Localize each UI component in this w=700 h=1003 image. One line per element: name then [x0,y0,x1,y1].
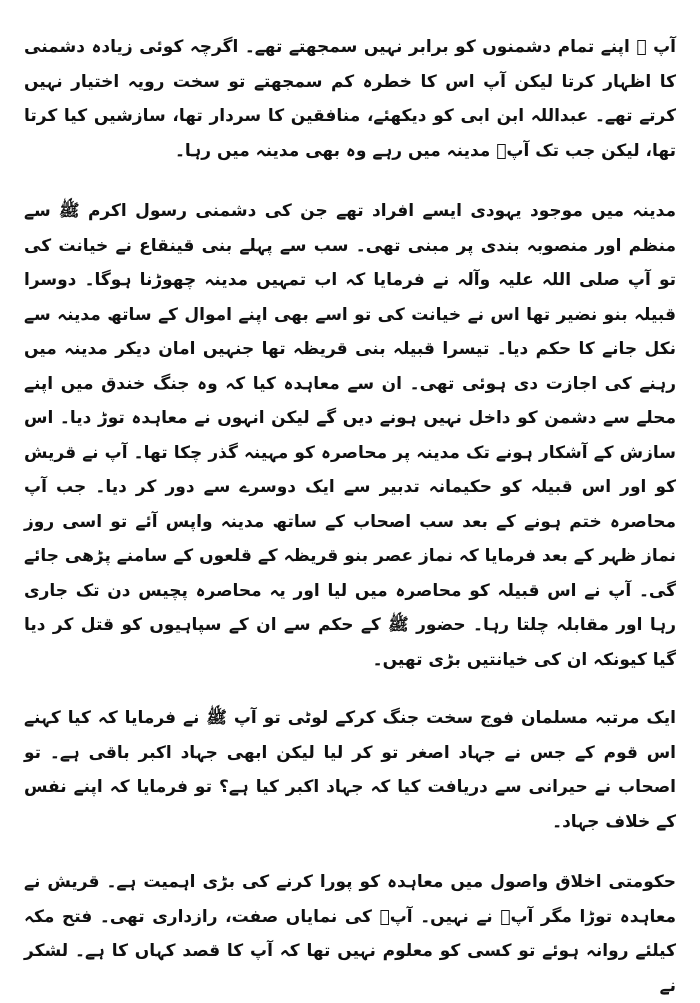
paragraph-3: ایک مرتبہ مسلمان فوج سخت جنگ کرکے لوٹی تو آپ ﷺ نے فرمایا کہ کیا کہنے اس قوم کے جس نے جہاد اصغر تو کر لیا لیکن ابھی جہاد اکبر باقی ہے۔ تو اصحاب نے حیرانی سے دریافت کیا کہ جہاد اکبر کیا ہے؟ تو فرمایا کہ اپنے نفس کے خلاف جہاد۔ [24,708,676,832]
paragraph-1: آپ ﷺ اپنے تمام دشمنوں کو برابر نہیں سمجھتے تھے۔ اگرچہ کوئی زیادہ دشمنی کا اظہار کرتا لیکن آپ اس کا خطرہ کم سمجھتے تو سخت رویہ اختیار نہیں کرتے تھے۔ عبداللہ ابن ابی کو دیکھئے، منافقین کا سردار تھا، سازشیں کیا کرتا تھا، لیکن جب تک آپؐ مدینہ میں رہے وہ بھی مدینہ میں رہا۔ [24,37,676,161]
paragraph-4: حکومتی اخلاق واصول میں معاہدہ کو پورا کرنے کی بڑی اہمیت ہے۔ قریش نے معاہدہ توڑا مگر آپؐ نے نہیں۔ آپؐ کی نمایاں صفت، رازداری تھی۔ فتح مکہ کیلئے روانہ ہوئے تو کسی کو معلوم نہیں تھا کہ آپ کا قصد کہاں کا ہے۔ لشکر نے [24,872,676,996]
paragraph-2: مدینہ میں موجود یہودی ایسے افراد تھے جن کی دشمنی رسول اکرم ﷺ سے منظم اور منصوبہ بندی پر مبنی تھی۔ سب سے پہلے بنی قینقاع نے خیانت کی تو آپ صلی اللہ علیہ وآلہ نے فرمایا کہ اب تمہیں مدینہ چھوڑنا ہوگا۔ دوسرا قبیلہ بنو نضیر تھا اس نے خیانت کی تو اسے بھی اپنے اموال کے ساتھ مدینہ سے نکل جانے کا حکم دیا۔ تیسرا قبیلہ بنی قریظہ تھا جنہیں امان دیکر مدینہ میں رہنے کی اجازت دی ہوئی تھی۔ ان سے معاہدہ کیا کہ وہ جنگ خندق میں اپنے محلے سے دشمن کو داخل نہیں ہونے دیں گے لیکن انہوں نے معاہدہ توڑ دیا۔ اس سازش کے آشکار ہونے تک مدینہ پر محاصرہ کو مہینہ گذر چکا تھا۔ آپ نے قریش کو اور اس قبیلہ کو حکیمانہ تدبیر سے ایک دوسرے سے دور کر دیا۔ جب آپ محاصرہ ختم ہونے کے بعد سب اصحاب کے ساتھ مدینہ واپس آئے تو اسی روز نماز ظہر کے بعد فرمایا کہ نماز عصر بنو قریظہ کے قلعوں کے سامنے پڑھی جائے گی۔ آپ نے اس قبیلہ کو محاصرہ میں لیا اور یہ محاصرہ پچیس دن تک جاری رہا اور مقابلہ چلتا رہا۔ حضور ﷺ کے حکم سے ان کے سپاہیوں کو قتل کر دیا گیا کیونکہ ان کی خیانتیں بڑی تھیں۔ [24,201,676,670]
